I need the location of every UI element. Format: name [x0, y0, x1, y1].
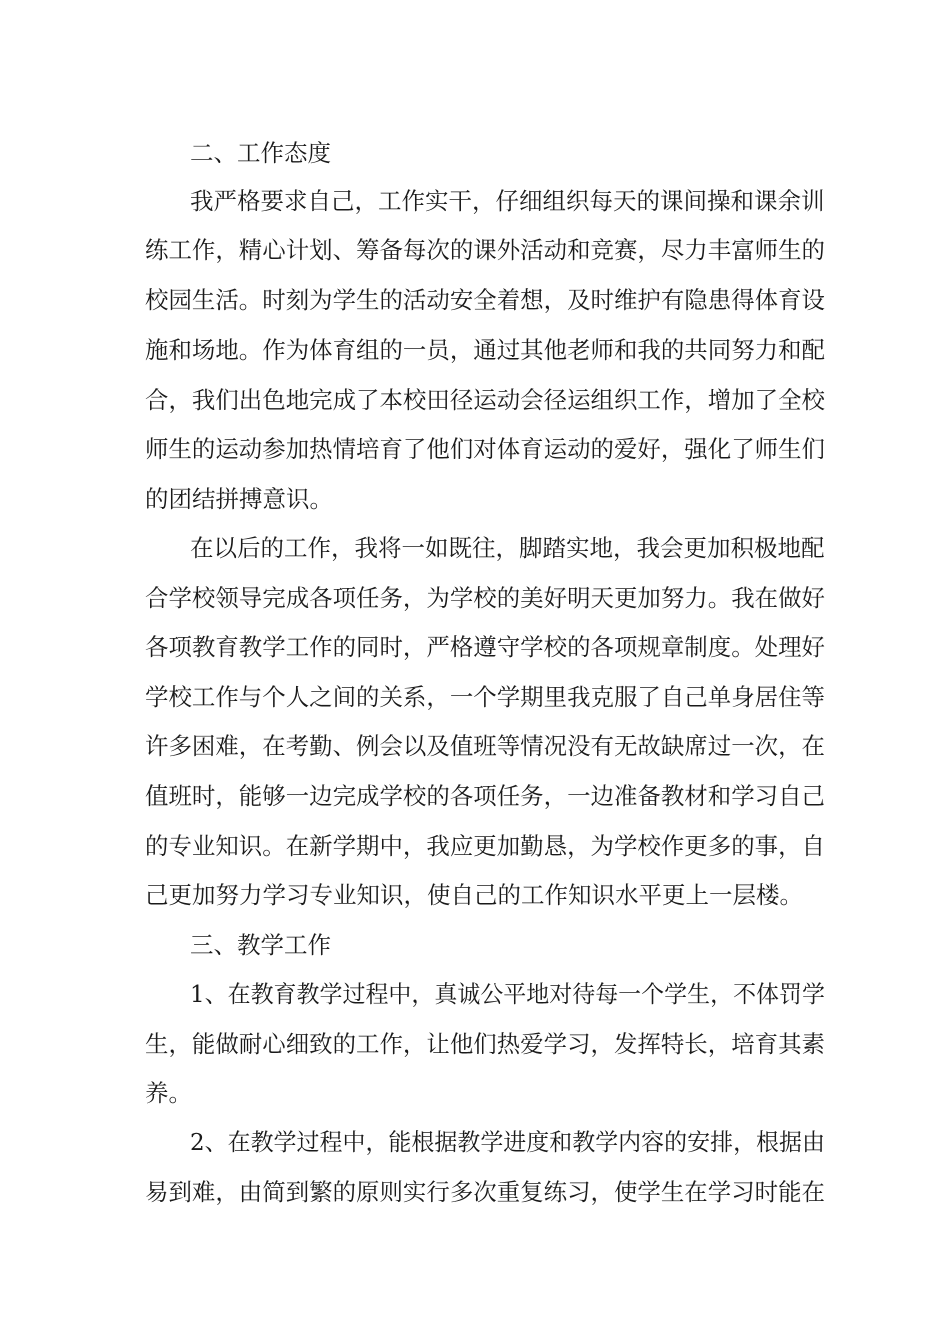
paragraph-line	[0, 429, 950, 469]
text-line: 合，我们出色地完成了本校田径运动会径运组织工作，增加了全校	[145, 386, 826, 414]
text-line: 易到难，由简到繁的原则实行多次重复练习，使学生在学习时能在	[145, 1178, 826, 1206]
text-line: 施和场地。作为体育组的一员，通过其他老师和我的共同努力和配	[145, 336, 826, 364]
text-line: 生，能做耐心细致的工作，让他们热爱学习，发挥特长，培育其素	[145, 1030, 826, 1058]
paragraph-line	[0, 627, 950, 667]
text-line: 各项教育教学工作的同时，严格遵守学校的各项规章制度。处理好	[145, 633, 826, 661]
paragraph-line	[0, 230, 950, 270]
paragraph-line	[0, 578, 950, 618]
paragraph-line	[0, 181, 950, 221]
text-line: 我严格要求自己，工作实干，仔细组织每天的课间操和课余训	[190, 187, 825, 215]
text-line: 2、在教学过程中，能根据教学进度和教学内容的安排，根据由	[190, 1128, 825, 1156]
text-line: 合学校领导完成各项任务，为学校的美好明天更加努力。我在做好	[145, 584, 826, 612]
paragraph-line	[0, 776, 950, 816]
paragraph-line	[0, 330, 950, 370]
text-line: 1、在教育教学过程中，真诚公平地对待每一个学生，不体罚学	[190, 980, 825, 1008]
text-line: 师生的运动参加热情培育了他们对体育运动的爱好，强化了师生们	[145, 435, 826, 463]
text-line: 练工作，精心计划、筹备每次的课外活动和竞赛，尽力丰富师生的	[145, 236, 826, 264]
paragraph-line	[0, 677, 950, 717]
paragraph-line	[0, 1024, 950, 1064]
text-line: 养。	[145, 1079, 192, 1107]
paragraph-line	[0, 726, 950, 766]
paragraph-line	[0, 528, 950, 568]
paragraph-line	[0, 1172, 950, 1212]
paragraph-line	[0, 1122, 950, 1162]
paragraph-line	[0, 1073, 950, 1113]
text-line: 在以后的工作，我将一如既往，脚踏实地，我会更加积极地配	[190, 534, 825, 562]
text-line: 校园生活。时刻为学生的活动安全着想，及时维护有隐患得体育设	[145, 286, 826, 314]
text-line: 的专业知识。在新学期中，我应更加勤恳，为学校作更多的事，自	[145, 832, 826, 860]
paragraph-line	[0, 974, 950, 1014]
heading-work-attitude	[0, 133, 950, 173]
text-line: 的团结拼搏意识。	[145, 485, 333, 513]
paragraph-line	[0, 280, 950, 320]
paragraph-line	[0, 826, 950, 866]
text-line: 值班时，能够一边完成学校的各项任务，一边准备教材和学习自己	[145, 782, 826, 810]
text-line: 许多困难，在考勤、例会以及值班等情况没有无故缺席过一次，在	[145, 732, 826, 760]
text-line: 二、工作态度	[190, 139, 331, 167]
paragraph-line	[0, 380, 950, 420]
text-line: 三、教学工作	[190, 931, 331, 959]
text-line: 学校工作与个人之间的关系，一个学期里我克服了自己单身居住等	[145, 683, 826, 711]
heading-teaching-work	[0, 925, 950, 965]
paragraph-line	[0, 875, 950, 915]
text-line: 己更加努力学习专业知识，使自己的工作知识水平更上一层楼。	[145, 881, 803, 909]
paragraph-line	[0, 479, 950, 519]
